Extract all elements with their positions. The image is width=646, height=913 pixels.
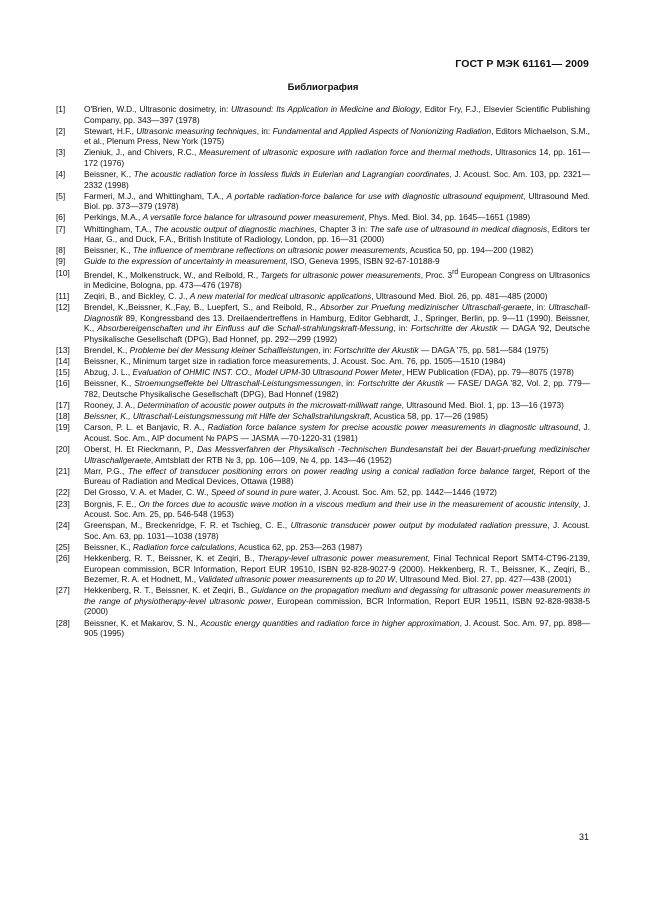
reference-text (84, 291, 590, 302)
reference-number: [2] (56, 125, 66, 136)
reference-text (84, 245, 590, 256)
reference-text-span: , in: (393, 323, 411, 334)
reference-text-span: , Final Technical Report SMT4-CT96-2139, European commission, BCR Information, Report EUR 19510, ISBN 92-828-9027-9 (2000). Hekkenberg, R. T., Beissner, K., Zeqiri, B., Bezemer, R. A. et Hodnett, M., (84, 553, 590, 585)
reference-text-span: , Acustica 58, pp. 17—26 (1985) (369, 411, 488, 422)
reference-number: [4] (56, 169, 66, 180)
reference-title-italic: Ultraschall-Diagnostik (84, 302, 590, 323)
reference-entry (56, 444, 590, 465)
reference-number: [27] (56, 585, 70, 596)
reference-number: [21] (56, 465, 70, 476)
reference-text (84, 212, 590, 223)
reference-number: [23] (56, 498, 70, 509)
reference-text-span: Rooney, J. A., (84, 400, 138, 411)
reference-text (84, 487, 590, 498)
reference-entry (56, 422, 590, 443)
reference-text-span: , ISO, Geneva 1995, ISBN 92-67-10188-9 (285, 256, 440, 267)
reference-title-italic: Beissner, K., Ultraschall-Leistungsmessung mit Hilfe der Schallstrahlungskraft (84, 411, 370, 422)
reference-title-italic: Das Messverfahren der Physikalisch -Technischen Bundesanstalt bei der Bauart-pruefung medizinischer Ultraschallgeraete (84, 444, 591, 465)
reference-text (84, 422, 590, 443)
reference-entry (56, 400, 590, 411)
reference-title-italic: A new material for medical ultrasonic applications (189, 291, 372, 301)
reference-text (84, 147, 590, 168)
bibliography-title: Библиография (287, 82, 359, 93)
reference-number: [24] (56, 520, 70, 531)
reference-title-italic: Therapy-level ultrasonic power measurement (258, 553, 428, 564)
reference-title-italic: Stroemungseffekte bei Ultraschall-Leistungsmessungen (134, 378, 341, 389)
reference-number: [8] (56, 245, 66, 256)
reference-text-span: , in: (340, 378, 358, 389)
reference-text-span: , in: (318, 344, 334, 355)
reference-entry (56, 126, 590, 147)
reference-title-italic: Validated ultrasonic power measurements up to 20 W (198, 574, 395, 585)
reference-entry (56, 356, 590, 367)
reference-text-span: , Acustica 62, pp. 253—263 (1987) (234, 541, 363, 552)
reference-text-span: , Acustica 50, pp. 194—200 (1982) (405, 245, 534, 256)
reference-title-italic: Absorber zur Pruefung medizinischer Ultraschall-geraete (320, 302, 532, 313)
reference-text-span: rd (452, 268, 459, 276)
reference-text-span: , Report of the Bureau of Radiation and Medical Devices, Ottawa (1988) (84, 465, 591, 487)
reference-entry (56, 345, 590, 356)
document-standard-header: ГОСТ Р МЭК 61161— 2009 (455, 58, 589, 70)
reference-text-span: , Amtsblatt der RTB № 3, pp. 106—109, № 4, pp. 143—46 (1952) (150, 454, 392, 465)
reference-number: [25] (56, 541, 70, 552)
reference-title-italic: Targets for ultrasonic power measurements (260, 269, 421, 280)
reference-number: [28] (56, 617, 70, 628)
reference-text (84, 444, 590, 465)
reference-text (84, 302, 590, 344)
reference-entry (56, 487, 590, 498)
reference-title-italic: The effect of transducer positioning errors on power reading using a conical radiation force balance target (127, 465, 534, 476)
reference-entry (56, 553, 590, 585)
reference-text-span: , Editors ter Haar, G., and Duck, F.A., British Institute of Radiology, London, pp. 16—31 (2000) (84, 223, 590, 245)
reference-entry (56, 169, 590, 190)
reference-text-span: , Editors Michaelson, S.M., et al., Plenum Press, New York (1975) (84, 125, 590, 147)
reference-text-span: , J. Acoust. Soc. Am., AIP document № PAPS — JASMA —70-1220-31 (1981) (84, 422, 590, 443)
reference-title-italic: Fortschritte der Akustik (334, 344, 419, 355)
reference-text-span: Chapter 3 in: (316, 223, 370, 234)
reference-number: [12] (56, 302, 70, 313)
reference-text (84, 378, 590, 399)
reference-text (84, 411, 590, 422)
reference-title-italic: The influence of membrane reflections on ultrasonic power measurements (132, 245, 406, 256)
reference-title-italic: Fortschritte der Akustik (357, 378, 444, 389)
reference-text (84, 542, 590, 553)
reference-text-span: European Congress on Ultrasonics in Medicine, Bologna, pp. 473—476 (1978) (84, 269, 591, 290)
reference-entry (56, 499, 590, 520)
reference-text (84, 520, 590, 541)
reference-number: [16] (56, 378, 70, 389)
reference-text-span: , Editor Fry, F.J., Elsevier Scientific Publishing Company, pp. 343—397 (1978) (84, 104, 590, 125)
reference-text (84, 104, 590, 125)
reference-title-italic: Ultrasonic transducer power output by modulated radiation pressure (290, 520, 548, 531)
reference-entry (56, 378, 590, 399)
reference-number: [9] (56, 256, 66, 267)
reference-text-span: Beissner, K., (84, 378, 135, 389)
reference-text-span: Zeqiri, B., and Bickley, C. J., (84, 291, 190, 301)
reference-title-italic: Absorbereigenschaften und ihr Einfluss auf die Schall-strahlungskraft-Messung (97, 323, 394, 334)
reference-text-span: Hekkenberg, R. T., Beissner, K. et Zeqiri, B., (84, 585, 251, 596)
reference-title-italic: Measurement of ultrasonic exposure with radiation force and thermal methods (199, 147, 491, 158)
reference-text (84, 499, 590, 520)
reference-text (84, 618, 590, 639)
reference-number: [14] (56, 356, 70, 367)
reference-title-italic: Speed of sound in pure water (210, 487, 320, 498)
reference-number: [15] (56, 367, 70, 378)
reference-title-italic: Determination of acoustic power outputs in the microwatt-milliwatt range (137, 400, 402, 411)
reference-number: [13] (56, 344, 70, 355)
reference-text-span: Brendel, K., Molkenstruck, W., and Reibold, R., (84, 269, 261, 280)
reference-text-span: , Proc. 3 (420, 269, 453, 280)
reference-text-span: Carson, P. L. et Banjavic, R. A., (84, 422, 208, 433)
reference-title-italic: Guidance on the propagation medium and degassing for ultrasonic power measurements in the range of physiotherapy-level ultrasonic power (84, 585, 590, 606)
reference-text (84, 126, 590, 147)
reference-text-span: , European commission, BCR Information, Report EUR 19511, ISBN 92-828-9838-5 (2000) (84, 595, 590, 617)
reference-text-span: , J. Acoust. Soc. Am. 97, pp. 898—905 (1995) (84, 617, 590, 639)
reference-text (84, 367, 590, 378)
reference-text-span: , J. Acoust. Soc. Am. 103, pp. 2321—2332 (1998) (84, 169, 590, 190)
reference-text-span: Beissner, K., (84, 245, 133, 256)
reference-text-span: , Ultrasonics 14, pp. 161—172 (1976) (84, 147, 590, 168)
reference-title-italic: A portable radiation-force balance for use with diagnostic ultrasound equipment (226, 190, 524, 201)
reference-text-span: , Ultrasound Med. Biol. 1, pp. 13—16 (1973) (401, 400, 564, 411)
reference-entry (56, 291, 590, 302)
reference-number: [5] (56, 190, 66, 201)
reference-entry (56, 618, 590, 639)
reference-text-span: — FASE/ DAGA '82, Vol. 2, pp. 779—782, Deutsche Physikalische Gesellschaft (DPG), Bad Honnef (1982) (84, 378, 590, 399)
reference-text-span: , HEW Publication (FDA), pp. 79—8075 (1978) (401, 367, 574, 378)
reference-text (84, 169, 590, 190)
reference-text-span: Borgnis, F. E., (84, 498, 139, 509)
reference-entry (56, 411, 590, 422)
reference-text-span: Beissner, K., Minimum target size in radiation force measurements, J. Acoust. Soc. Am. 76, pp. 1505—1510 (1984) (84, 356, 506, 367)
reference-title-italic: Evaluation of OHMIC INST. CO., Model UPM-30 Ultrasound Power Meter (132, 367, 402, 378)
reference-text-span: Del Grosso, V. A. et Mader, C. W., (84, 487, 211, 498)
reference-text (84, 400, 590, 411)
reference-text (84, 224, 590, 245)
reference-text-span: , Ultrasound Med. Biol. 27, pp. 427—438 (2001) (395, 574, 572, 585)
reference-number: [22] (56, 487, 70, 498)
reference-entry (56, 367, 590, 378)
reference-text-span: Farmeri, M.J., and Whittingham, T.A., (84, 190, 227, 201)
reference-text-span: — DAGA '75, pp. 581—584 (1975) (418, 344, 549, 355)
reference-title-italic: Radiation force balance system for precise acoustic power measurements in diagnostic ultrasound (207, 422, 579, 433)
reference-text-span: Brendel, K., (84, 344, 130, 355)
reference-entry (56, 302, 590, 344)
reference-number: [3] (56, 147, 66, 158)
reference-text (84, 356, 590, 367)
reference-title-italic: Fundamental and Applied Aspects of Nonionizing Radiation (272, 125, 492, 136)
reference-text-span: O'Brien, W.D., Ultrasonic dosimetry, in: (84, 104, 232, 114)
reference-text (84, 191, 590, 212)
reference-text-span: 89, Kongressband des 13. Dreilaendertreffens in Hamburg, Editor Gebhardt, J., Springer, Berlin, pp. 9—11 (1990). Beissner, K., (84, 312, 590, 334)
reference-text-span: , J. Acoust. Soc. Am. 52, pp. 1442—1446 (1972) (319, 487, 497, 498)
reference-text-span: Stewart, H.F., (84, 125, 137, 136)
reference-text (84, 553, 590, 585)
reference-text (84, 466, 590, 487)
reference-number: [1] (56, 104, 66, 114)
reference-text-span: , J. Acoust. Soc. Am. 63, pp. 1031—1038 (1978) (84, 520, 590, 541)
reference-title-italic: The acoustic output of diagnostic machines, (154, 223, 317, 234)
reference-number: [26] (56, 553, 70, 564)
reference-title-italic: On the forces due to acoustic wave motion in a viscous medium and their use in the measurement of acoustic intensity (138, 498, 579, 509)
reference-number: [7] (56, 223, 66, 234)
reference-text-span: , Ultrasound Med. Biol. 26, pp. 481—485 (2000) (371, 291, 548, 301)
reference-number: [6] (56, 212, 66, 223)
reference-entry (56, 256, 590, 267)
reference-text (84, 345, 590, 356)
reference-list (56, 104, 590, 639)
reference-entry (56, 104, 590, 125)
reference-number: [10] (56, 267, 70, 278)
reference-text (84, 256, 590, 267)
reference-title-italic: The safe use of ultrasound in medical diagnosis (369, 223, 548, 234)
reference-text (84, 268, 590, 291)
reference-title-italic: The acoustic radiation force in lossless fluids in Eulerian and Lagrangian coordinates (133, 169, 450, 180)
reference-text-span: — DAGA '92, Deutsche Physikalische Gesellschaft (DPG), Bad Honnef, pp. 292—299 (1992) (84, 323, 591, 344)
reference-title-italic: A versatile force balance for ultrasound power measurement (142, 212, 365, 223)
reference-title-italic: Probleme bei der Messung kleiner Schallleistungen (129, 344, 319, 355)
reference-number: [18] (56, 411, 70, 422)
reference-entry (56, 466, 590, 487)
reference-text-span: Perkings, M.A., (84, 212, 143, 223)
reference-number: [20] (56, 444, 70, 454)
reference-text-span: , Ultrasound Med. Biol. pp. 373—379 (1978) (84, 190, 590, 212)
reference-number: [17] (56, 400, 70, 411)
reference-text-span: , in: (531, 302, 549, 313)
reference-text-span: Greenspan, M., Breckenridge, F. R. et Tschieg, C. E., (84, 520, 291, 531)
reference-entry (56, 542, 590, 553)
reference-entry (56, 191, 590, 212)
reference-entry (56, 268, 590, 291)
reference-entry (56, 212, 590, 223)
reference-text-span: Beissner, K., (84, 169, 134, 180)
reference-text-span: Abzug, J. L., (84, 367, 133, 378)
reference-entry (56, 585, 590, 617)
reference-text-span: , J. Acoust. Soc. Am. 25, pp. 546-548 (1953) (84, 498, 590, 520)
reference-entry (56, 147, 590, 168)
reference-text-span: Hekkenberg, R. T., Beissner, K. et Zeqiri, B., (84, 553, 259, 564)
reference-text-span: Marr, P.G., (84, 465, 128, 476)
reference-title-italic: Radiation force calculations (132, 541, 235, 552)
reference-number: [11] (56, 291, 70, 301)
reference-text-span: Oberst, H. Et Rieckmann, P., (84, 444, 198, 454)
reference-title-italic: Ultrasonic measuring techniques (136, 125, 257, 136)
reference-text-span: Beissner, K., (84, 541, 133, 552)
reference-title-italic: Ultrasound: Its Application in Medicine and Biology (231, 104, 420, 114)
reference-title-italic: Acoustic energy quantities and radiation force in higher approximation (200, 617, 460, 628)
reference-text-span: Beissner, K. et Makarov, S. N., (84, 617, 201, 628)
page-number: 31 (578, 832, 589, 842)
reference-text-span: Whittingham, T.A., (84, 223, 155, 234)
reference-entry (56, 224, 590, 245)
reference-entry (56, 520, 590, 541)
reference-text-span: Brendel, K.,Beissner, K.,Fay, B., Luepfert, S., and Reibold, R., (84, 302, 321, 313)
reference-text (84, 585, 590, 617)
reference-text-span: , Phys. Med. Biol. 34, pp. 1645—1651 (1989) (364, 212, 531, 223)
reference-title-italic: Fortschritte der Akustik (410, 323, 498, 334)
reference-text-span: Zieniuk, J., and Chivers, R.C., (84, 147, 200, 158)
reference-title-italic: Guide to the expression of uncertainty in measurement (84, 256, 286, 267)
reference-entry (56, 245, 590, 256)
reference-number: [19] (56, 422, 70, 433)
reference-text-span: , in: (256, 125, 273, 136)
